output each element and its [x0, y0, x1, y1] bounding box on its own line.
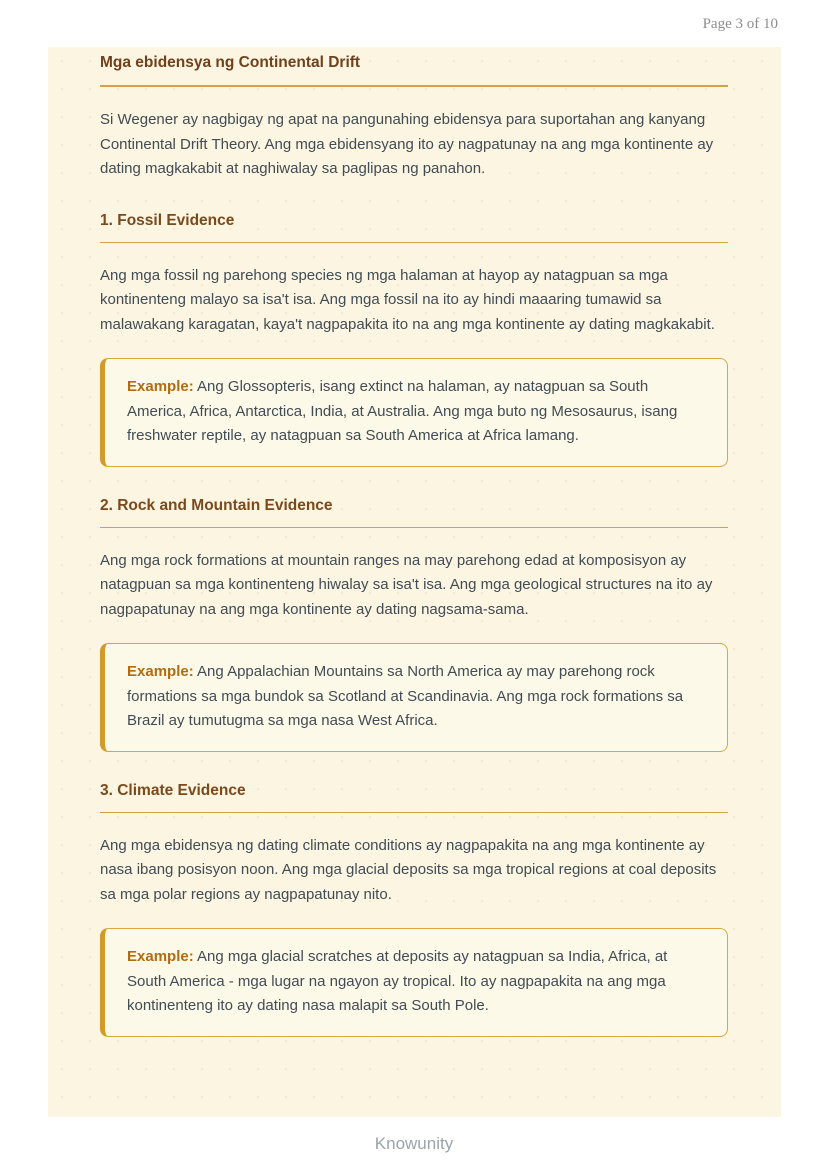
- example-text: Ang Appalachian Mountains sa North America ay may parehong rock formations sa mga bundok sa Scotland at Scandinavia. Ang mga rock formations sa Brazil ay tumutugma sa mga nasa West Africa.: [127, 663, 684, 729]
- section-body: Ang mga fossil ng parehong species ng mga halaman at hayop ay natagpuan sa mga kontinenteng malayo sa isa't isa. Ang mga fossil na ito ay hindi maaaring tumawid sa malawakang karagatan, kaya't nagpapakita ito na ang mga kontinente ay dating magkakabit.: [100, 266, 715, 333]
- section-heading-rock-mountain-evidence: 2. Rock and Mountain Evidence: [100, 496, 728, 528]
- example-label: Example:: [127, 378, 194, 395]
- example-label: Example:: [127, 948, 194, 965]
- example-box: [100, 643, 728, 752]
- section-heading-climate-evidence: 3. Climate Evidence: [100, 781, 728, 813]
- document-title: Mga ebidensya ng Continental Drift: [100, 53, 728, 87]
- example-box: [100, 928, 728, 1037]
- section-body: Ang mga rock formations at mountain ranges na may parehong edad at komposisyon ay natagpuan sa mga kontinenteng hiwalay sa isa't isa. Ang mga geological structures na ito ay nagpapatunay na ang mga kontinente ay dating nagsama-sama.: [100, 551, 713, 618]
- example-paragraph: [127, 945, 703, 1019]
- document-sheet: [48, 47, 781, 1117]
- section-heading-fossil-evidence: 1. Fossil Evidence: [100, 211, 728, 243]
- example-label: Example:: [127, 663, 194, 680]
- example-text: Ang mga glacial scratches at deposits ay natagpuan sa India, Africa, at South America - mga lugar na ngayon ay tropical. Ito ay nagpapakita na ang mga kontinenteng ito ay dating nasa malapit sa South Pole.: [127, 948, 668, 1014]
- example-paragraph: [127, 660, 703, 734]
- intro-paragraph: Si Wegener ay nagbigay ng apat na pangunahing ebidensya para suportahan ang kanyang Continental Drift Theory. Ang mga ebidensyang ito ay nagpatunay na ang mga kontinente ay dating magkakabit at naghiwalay sa paglipas ng panahon.: [100, 111, 714, 177]
- example-box: [100, 358, 728, 467]
- example-paragraph: [127, 375, 703, 449]
- knowunity-brand: Knowunity: [374, 1134, 454, 1153]
- section-body: Ang mga ebidensya ng dating climate conditions ay nagpapakita na ang mga kontinente ay nasa ibang posisyon noon. Ang mga glacial deposits sa mga tropical regions at coal deposits sa mga polar regions ay nagpapatunay nito.: [100, 836, 717, 903]
- page-indicator: Page 3 of 10: [702, 16, 778, 32]
- example-text: Ang Glossopteris, isang extinct na halaman, ay natagpuan sa South America, Africa, Antarctica, India, at Australia. Ang mga buto ng Mesosaurus, isang freshwater reptile, ay natagpuan sa South America at Africa lamang.: [127, 378, 678, 444]
